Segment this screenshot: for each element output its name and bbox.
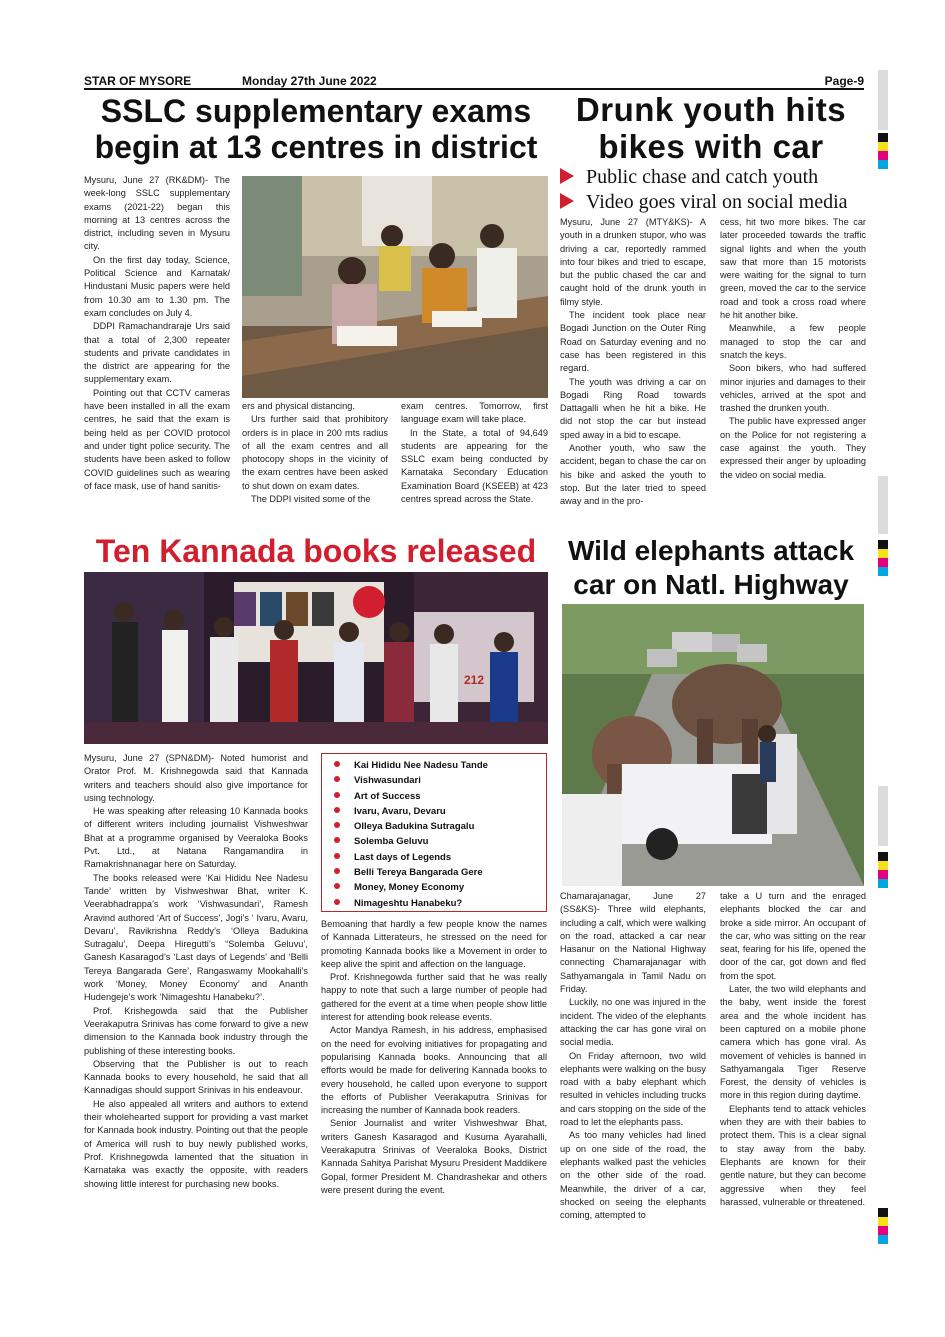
paragraph: In the State, a total of 94,649 students are appearing for the SSLC exam being conducted by Karnataka Secondary Education Examination Board (KSEEB) at 423 centres spread across the State. bbox=[401, 427, 548, 505]
color-registration-bar bbox=[878, 133, 888, 169]
triangle-bullet-icon bbox=[560, 193, 574, 209]
color-registration-bar bbox=[878, 852, 888, 888]
paragraph: Mysuru, June 27 (MTY&KS)- A youth in a drunken stupor, who was driving a car, reportedly rammed into four bikes and tried to escape, but the public chased the car and caught hold of the drunk youth in filmy style. bbox=[560, 217, 706, 307]
paragraph: Mysuru, June 27 (RK&DM)- The week-long SSLC supplementary exams (2021-22) began this morning at 13 centres across the district, including seven in Mysuru city. bbox=[84, 175, 230, 252]
elephants-photo bbox=[562, 604, 864, 886]
paragraph: Pointing out that CCTV cameras have been installed in all the exam centres, he said that the exam is being held as per COVID protocol and under tight police security. The students have been asked to follow COVID guidelines such as wearing of face mask, use of hand sanitis- bbox=[84, 387, 230, 491]
paragraph: ers and physical distancing. bbox=[242, 401, 355, 411]
drunk-column-1 bbox=[560, 216, 706, 528]
page-number: Page-9 bbox=[824, 74, 864, 88]
paragraph: On the first day today, Science, Political Science and Karnatak/ Hindustani Music papers were held from 10.30 am to 1.30 pm. The exam concludes on July 4. bbox=[84, 254, 230, 318]
paragraph: take a U turn and the enraged elephants blocked the car and broke a side mirror. An occupant of the car, who was sitting on the rear seat, fearing for his life, opened the door of the car, got down and fled from the spot. bbox=[720, 891, 866, 981]
bullet-icon bbox=[334, 807, 340, 813]
paragraph: cess, hit two more bikes. The car later proceeded towards the traffic signal lights and when the youth saw that more than 15 motorists were waiting for the signal to turn green, moved the car to the service road and took a cross road where he hit another bike. bbox=[720, 217, 866, 321]
bullet-icon bbox=[334, 837, 340, 843]
paragraph: Luckily, no one was injured in the incident. The video of the elephants attacking the car has gone viral on social media. bbox=[560, 997, 706, 1048]
list-item: Kai Hididu Nee Nadesu Tande bbox=[334, 758, 538, 773]
triangle-bullet-icon bbox=[560, 168, 574, 184]
list-item: Solemba Geluvu bbox=[334, 834, 538, 849]
paragraph: Later, the two wild elephants and the baby, went inside the forest area and the whole incident has been captured on a mobile phone camera which has gone viral. As movement of vehicles is banned in Sathyamangala Tiger Reserve Forest, the density of vehicles is more in this region during daytime. bbox=[720, 984, 866, 1101]
sslc-column-2 bbox=[242, 400, 388, 526]
paragraph: Prof. Krishnegowda further said that he was really happy to note that such a large number of people had gathered for the event at a time when people show little interest for attending book release events. bbox=[321, 972, 547, 1023]
paragraph: Soon bikers, who had suffered minor injuries and damages to their vehicles, arrived at the spot and trashed the drunken youth. bbox=[720, 363, 866, 414]
masthead-rule bbox=[84, 88, 864, 90]
paragraph: Actor Mandya Ramesh, in his address, emphasised on the need for evolving initiatives for propagating and popularising Kannada books. Announcing that all efforts would be made for delivering Kannada books to every household, he called upon everyone to support the efforts of Publisher Veerakaputra Srinivas for increasing the number of Kannada book readers. bbox=[321, 1025, 547, 1116]
book-release-photo bbox=[84, 572, 548, 744]
book-list-box bbox=[321, 753, 547, 912]
paragraph: The DDPI visited some of the bbox=[251, 494, 371, 505]
bullet-icon bbox=[334, 776, 340, 782]
exam-hall-photo bbox=[242, 176, 548, 398]
elephants-column-2 bbox=[720, 890, 866, 1254]
paragraph: exam centres. Tomorrow, first language exam will take place. bbox=[401, 401, 548, 425]
color-registration-bar bbox=[878, 540, 888, 576]
paragraph: On Friday afternoon, two wild elephants were walking on the busy road with a baby elephant which resulted in vehicles including trucks and cars stopping on the side of the road to let the elephants pass. bbox=[560, 1050, 706, 1128]
list-item: Art of Success bbox=[334, 789, 538, 804]
list-item: Nimageshtu Hanabeku? bbox=[334, 896, 538, 911]
paragraph: DDPI Ramachandraraje Urs said that a total of 2,300 repeater students and private candidates in the district are appearing for the supplementary exam. bbox=[84, 321, 230, 385]
deck-line-2: Video goes viral on social media bbox=[560, 191, 866, 214]
paragraph: The books released were ‘Kai Hididu Nee Nadesu Tande’ written by Vishweshwar Bhat, writer K. Veerabhadrappa’s work ‘Vishwasundari’, Ramesh Aravind authored ‘Art of Success’, Jogi’s ‘ Ivaru, Avaru, Devaru’, Ravikrishna Reddy’s ‘Olleya Badukina Sutragalu’, Deepa Hiregutti’s “Solemba Geluvu’, Ganesh Kasaragod’s ‘Last days of Legends’ and ‘Belli Tereya Bangarada Gere’, Rangaswamy Mookahalli’s work ‘Money, Money Economy’ and Ananth Hudengeje’s work ‘Nimageshtu Hanabeku?’. bbox=[84, 872, 308, 1003]
paper-name: STAR OF MYSORE bbox=[84, 74, 192, 88]
paragraph: As too many vehicles had lined up on one side of the road, the elephants walked past the vehicles on the other side of the road. Meanwhile, the driver of a car, shocked on seeing the elephants coming, attempted to bbox=[560, 1130, 706, 1221]
paragraph: Chamarajanagar, June 27 (SS&KS)- Three wild elephants, including a calf, which were walking on the road, attacked a car near Hasanur on the National Highway connecting Chamarajanagar with Sathyamangala in Tamil Nadu on Friday. bbox=[560, 891, 706, 995]
paragraph: The youth was driving a car on Bogadi Ring Road towards Dattagalli when he hit a bike. He did not stop the car but instead sped away in a bid to escape. bbox=[560, 376, 706, 440]
paragraph: Another youth, who saw the accident, began to chase the car on his bike and asked the youth to stop. But the later tried to speed away and in the pro- bbox=[560, 443, 706, 507]
paragraph: He was speaking after releasing 10 Kannada books of different writers including journalist Vishweshwar Bhat at a programme organised by Veeraloka Books Pvt. Ltd., at Natana Rangamandira in Ramakrishnanagar here on Saturday. bbox=[84, 806, 308, 870]
list-item: Last days of Legends bbox=[334, 850, 538, 865]
elephants-headline: Wild elephants attack car on Natl. Highway bbox=[567, 535, 855, 600]
margin-grey-bar bbox=[878, 786, 888, 846]
bullet-icon bbox=[334, 899, 340, 905]
color-registration-bar bbox=[878, 1208, 888, 1244]
paragraph: Meanwhile, a few people managed to stop the car and snatch the keys. bbox=[720, 323, 866, 360]
paragraph: Observing that the Publisher is out to reach Kannada books to every household, he said that all Kannadigas should support Srinivas in his endeavour. bbox=[84, 1058, 308, 1096]
paragraph: He also appealed all writers and authors to extend their wholehearted support for providing a vast market for Kannada book industry. Pointing out that the people of America will rush to buy newly published works, Prof. Krishnegowda lamented that the situation in Karnataka was exactly the opposite, with readers showing little interest for purchasing new books. bbox=[84, 1098, 308, 1189]
list-item: Ivaru, Avaru, Devaru bbox=[334, 804, 538, 819]
paragraph: The incident took place near Bogadi Junction on the Outer Ring Road on Saturday evening and no case has been registered in this regard. bbox=[560, 310, 706, 374]
sslc-column-1 bbox=[84, 174, 230, 526]
margin-grey-bar bbox=[878, 476, 888, 534]
drunk-youth-headline: Drunk youth hits bikes with car bbox=[575, 91, 847, 165]
paragraph: Prof. Krishegowda said that the Publisher Veerakaputra Srinivas has come forward to give a new dimension to the Kannada book industry through the publishing of these interesting books. bbox=[84, 1005, 308, 1056]
issue-date: Monday 27th June 2022 bbox=[242, 74, 377, 88]
paragraph: The public have expressed anger on the Police for not registering a case against the youth. They expressed their anger by uploading the video on social media. bbox=[720, 416, 866, 480]
list-item: Money, Money Economy bbox=[334, 880, 538, 895]
books-headline: Ten Kannada books released bbox=[95, 533, 537, 569]
paragraph: Bemoaning that hardly a few people know the names of Kannada Litterateurs, he stressed on the need for promoting Kannada books like a Movement in order to keep alive the spirit and affection on the language. bbox=[321, 919, 547, 969]
bullet-icon bbox=[334, 822, 340, 828]
list-item: Vishwasundari bbox=[334, 773, 538, 788]
banner-number: 212 bbox=[464, 673, 485, 687]
sslc-headline: SSLC supplementary exams begin at 13 centres in district bbox=[94, 93, 538, 165]
paragraph: Mysuru, June 27 (SPN&DM)- Noted humorist and Orator Prof. M. Krishnegowda said that Kannada writers and teachers should also give importance for using technology. bbox=[84, 753, 308, 803]
bullet-icon bbox=[334, 883, 340, 889]
bullet-icon bbox=[334, 761, 340, 767]
bullet-icon bbox=[334, 868, 340, 874]
books-column-1 bbox=[84, 752, 308, 1252]
elephants-column-1 bbox=[560, 890, 706, 1254]
bullet-icon bbox=[334, 853, 340, 859]
bullet-icon bbox=[334, 792, 340, 798]
paragraph: Elephants tend to attack vehicles when they are with their babies to protect them. This is a clear signal to stay away from the baby. Elephants are known for their gentle nature, but they can become aggressive when they feel harassed, vulnerable or threatened. bbox=[720, 1103, 866, 1207]
paragraph: Senior Journalist and writer Vishweshwar Bhat, writers Ganesh Kasaragod and Kusuma Ayarahalli, Veerakaputra Srinivas of Veeraloka Books, District Kannada Sahitya Parishat Mysuru President Maddikere Gopal, former President M. Chandrashekar and others were present during the event. bbox=[321, 1118, 547, 1195]
list-item: Olleya Badukina Sutragalu bbox=[334, 819, 538, 834]
sslc-column-3 bbox=[401, 400, 548, 526]
paragraph: Urs further said that prohibitory orders is in place in 200 mts radius of all the exam centres and all photocopy shops in the vicinity of the exam centres have been asked to shut down on exam dates. bbox=[242, 414, 388, 491]
deck-line-1: Public chase and catch youth bbox=[560, 166, 866, 189]
margin-grey-bar bbox=[878, 70, 888, 130]
drunk-column-2 bbox=[720, 216, 866, 528]
books-column-2 bbox=[321, 918, 547, 1254]
list-item: Belli Tereya Bangarada Gere bbox=[334, 865, 538, 880]
